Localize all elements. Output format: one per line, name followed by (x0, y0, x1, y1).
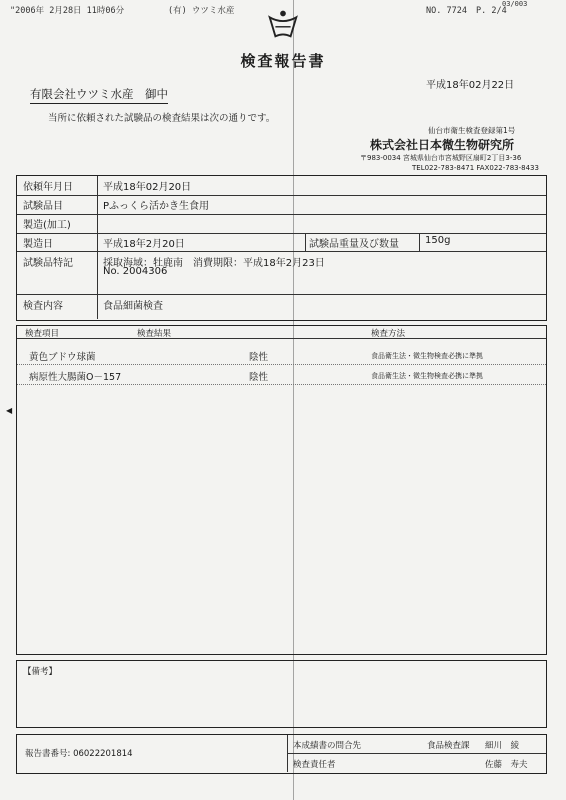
section-label: 食品検査課 (427, 741, 470, 751)
document-title: 検査報告書 (240, 52, 326, 70)
fax-pages-over: 03/003 (502, 0, 528, 8)
table-row (17, 368, 546, 385)
features-label: 試験品特記 (23, 258, 73, 269)
result-method-1: 食品衛生法・微生物検査必携に準拠 (371, 352, 483, 360)
header-item: 検査項目 (25, 329, 60, 339)
report-number: 報告書番号: 06022201814 (25, 749, 133, 759)
header-result: 検査結果 (137, 329, 172, 339)
request-date-value: 平成18年02月20日 (103, 182, 192, 193)
lab-registration: 仙台市衛生検査登録第1号 (428, 126, 516, 135)
responsible-label: 検査責任者 (293, 760, 336, 770)
result-value-2: 陰性 (249, 372, 269, 383)
features-line2: No. 2004306 (103, 266, 168, 277)
results-table (16, 325, 547, 655)
fax-sender: (有) ウツミ水産 (168, 6, 235, 16)
contact-label: 本成績書の問合先 (293, 741, 362, 751)
manufacturing-label: 製造(加工) (23, 220, 71, 231)
remarks-label: 【備考】 (23, 667, 58, 677)
person2: 佐藤 寿夫 (485, 760, 528, 770)
lab-address: 〒983-0034 宮城県仙台市宮城野区扇町2丁目3-36 (360, 154, 522, 162)
weight-value: 150g (425, 235, 451, 246)
table-row (17, 348, 546, 365)
item-label: 試験品目 (23, 201, 63, 212)
result-method-2: 食品衛生法・微生物検査必携に準拠 (371, 372, 483, 380)
report-date: 平成18年02月22日 (426, 80, 515, 91)
person1: 細川 綾 (485, 741, 520, 751)
lab-name: 株式会社日本微生物研究所 (370, 138, 515, 152)
request-date-label: 依頼年月日 (23, 182, 73, 193)
inspection-label: 検査内容 (23, 301, 63, 312)
lab-tel-fax: TEL022-783-8471 FAX022-783-8433 (412, 164, 539, 172)
fax-page: P. 2/4 (476, 6, 507, 16)
production-date-label: 製造日 (23, 239, 53, 250)
result-item-1: 黄色ブドウ球菌 (29, 352, 96, 363)
margin-arrow-icon: ◀ (6, 406, 13, 415)
result-item-2: 病原性大腸菌O－157 (29, 372, 122, 383)
production-date-value: 平成18年2月20日 (103, 239, 185, 250)
footer-box (16, 734, 547, 774)
fax-number: NO. 7724 (426, 6, 467, 16)
features-line1: 採取海域：牡鹿南 消費期限：平成18年2月23日 (103, 258, 325, 269)
item-value: Pふっくら活かき生食用 (103, 201, 210, 212)
weight-label: 試験品重量及び数量 (309, 239, 399, 250)
fax-datetime: "2006年 2月28日 11時06分 (10, 6, 125, 16)
info-table (16, 175, 547, 321)
intro-text: 当所に依頼された試験品の検査結果は次の通りです。 (48, 113, 276, 124)
header-method: 検査方法 (371, 329, 406, 339)
remarks-box (16, 660, 547, 728)
recipient: 有限会社ウツミ水産 御中 (30, 86, 168, 104)
lab-emblem-icon (264, 4, 302, 42)
inspection-value: 食品細菌検査 (103, 301, 163, 312)
result-value-1: 陰性 (249, 352, 269, 363)
